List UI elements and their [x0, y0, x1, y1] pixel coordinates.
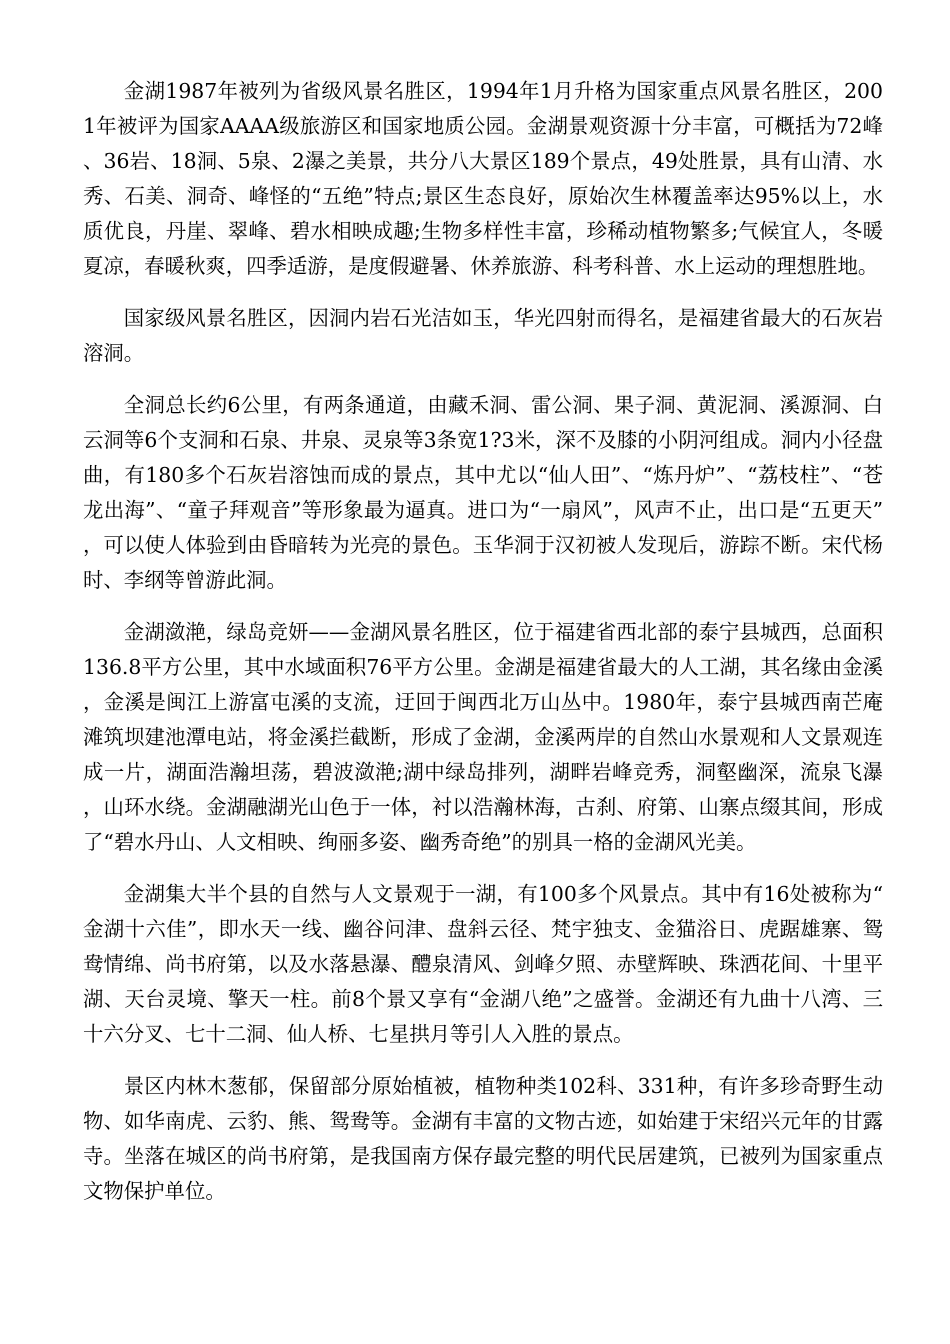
paragraph-jinhu-overview: 金湖1987年被列为省级风景名胜区，1994年1月升格为国家重点风景名胜区，2001年被评为国家AAAA级旅游区和国家地质公园。金湖景观资源十分丰富，可概括为72峰、36岩、18洞、5泉、2瀑之美景，共分八大景区189个景点，49处胜景，具有山清、水秀、石美、洞奇、峰怪的“五绝”特点;景区生态良好，原始次生林覆盖率达95%以上，水质优良，丹崖、翠峰、碧水相映成趣;生物多样性丰富，珍稀动植物繁多;气候宜人，冬暖夏凉，春暖秋爽，四季适游，是度假避暑、休养旅游、科考科普、水上运动的理想胜地。: [83, 79, 883, 278]
paragraph-scenic-area-intro: 国家级风景名胜区，因洞内岩石光洁如玉，华光四射而得名，是福建省最大的石灰岩溶洞。: [83, 306, 883, 365]
document-page: [83, 74, 883, 1226]
paragraph-cave-description: 全洞总长约6公里，有两条通道，由藏禾洞、雷公洞、果子洞、黄泥洞、溪源洞、白云洞等6个支洞和石泉、井泉、灵泉等3条宽1?3米，深不及膝的小阴河组成。洞内小径盘曲，有180多个石灰岩溶蚀而成的景点，其中尤以“仙人田”、“炼丹炉”、“荔枝柱”、“苍龙出海”、“童子拜观音”等形象最为逼真。进口为“一扇风”，风声不止，出口是“五更天”，可以使人体验到由昏暗转为光亮的景色。玉华洞于汉初被人发现后，游踪不断。宋代杨时、李纲等曾游此洞。: [83, 393, 883, 592]
paragraph-flora-and-relics: 景区内林木葱郁，保留部分原始植被，植物种类102科、331种，有许多珍奇野生动物、如华南虎、云豹、熊、鸳鸯等。金湖有丰富的文物古迹，如始建于宋绍兴元年的甘露寺。坐落在城区的尚书府第，是我国南方保存最完整的明代民居建筑，已被列为国家重点文物保护单位。: [83, 1074, 883, 1203]
paragraph-jinhu-lake: 金湖潋滟，绿岛竞妍——金湖风景名胜区，位于福建省西北部的泰宁县城西，总面积136.8平方公里，其中水域面积76平方公里。金湖是福建省最大的人工湖，其名缘由金溪，金溪是闽江上游富屯溪的支流，迂回于闽西北万山丛中。1980年，泰宁县城西南芒庵滩筑坝建池潭电站，将金溪拦截断，形成了金湖，金溪两岸的自然山水景观和人文景观连成一片，湖面浩瀚坦荡，碧波潋滟;湖中绿岛排列，湖畔岩峰竞秀，洞壑幽深，流泉飞瀑，山环水绕。金湖融湖光山色于一体，衬以浩瀚林海，古刹、府第、山寨点缀其间，形成了“碧水丹山、人文相映、绚丽多姿、幽秀奇绝”的别具一格的金湖风光美。: [83, 620, 883, 854]
paragraph-sixteen-scenes: 金湖集大半个县的自然与人文景观于一湖，有100多个风景点。其中有16处被称为“金湖十六佳”，即水天一线、幽谷问津、盘斜云径、梵宇独支、金猫浴日、虎踞雄寨、鸳鸯情绵、尚书府第，以及水落悬瀑、醴泉清风、剑峰夕照、赤壁辉映、珠洒花间、十里平湖、天台灵境、擎天一柱。前8个景又享有“金湖八绝”之盛誉。金湖还有九曲十八湾、三十六分叉、七十二洞、仙人桥、七星拱月等引人入胜的景点。: [83, 882, 883, 1046]
